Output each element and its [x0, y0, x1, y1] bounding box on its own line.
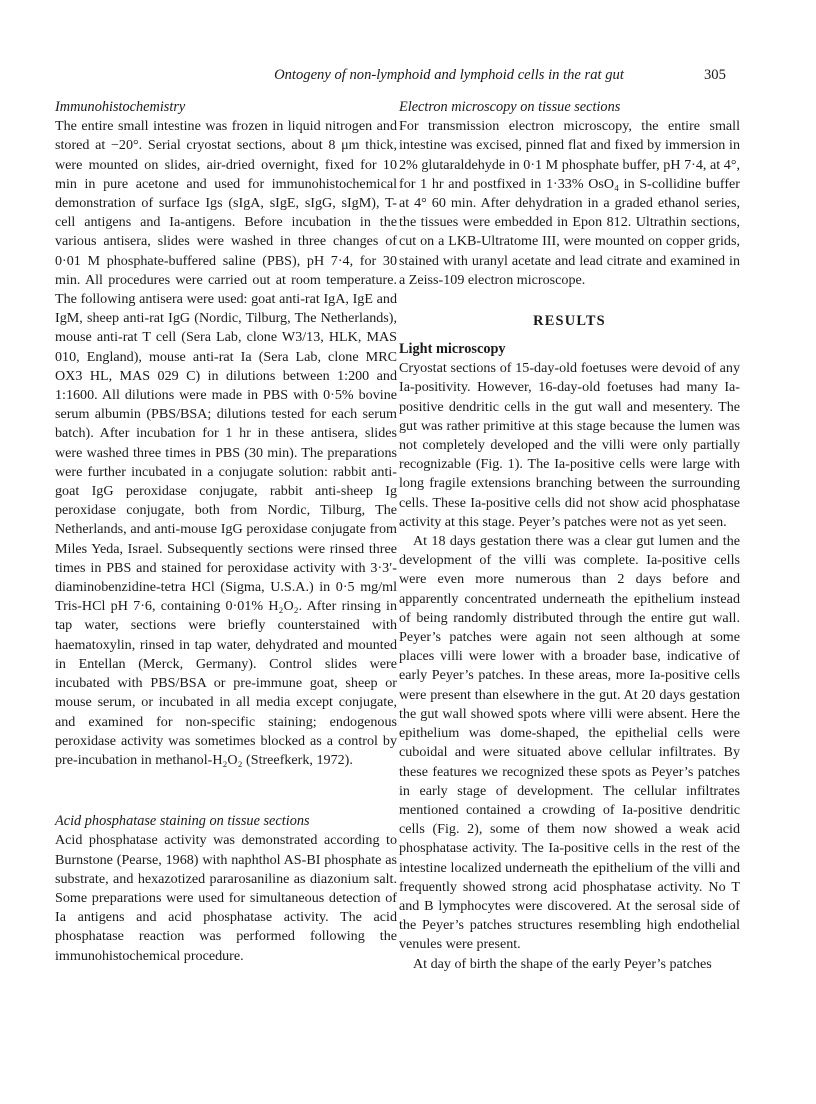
results-paragraph-3: At day of birth the shape of the early Peyer’s patches	[413, 955, 712, 972]
immunohistochemistry-paragraph: The entire small intestine was frozen in liquid nitrogen and stored at −20°. Serial cryostat sections, about 8 μm thick, were mounted on slides, air-dried overnight, fixed for 10 min in pure acetone and used for immunohistochemical demonstration of surface Igs (sIgA, sIgE, sIgG, sIgM), T-cell antigens and Ia-antigens. Before incubation in the various antisera, slides were washed in three changes of 0·01 M phosphate-buffered saline (PBS), pH 7·4, for 30 min. All procedures were carried out at room temperature. The following antisera were used: goat anti-rat IgA, IgE and IgM, sheep anti-rat IgG (Nordic, Tilburg, The Netherlands), mouse anti-rat T cell (Sera Lab, clone W3/13, HLK, MAS 010, England), mouse anti-rat Ia (Sera Lab, clone MRC OX3 HL, MAS 029 C) in dilutions between 1:200 and 1:1600. All dilutions were made in PBS with 0·5% bovine serum albumin (PBS/BSA; dilutions tested for each serum batch). After incubation for 1 hr in these antisera, slides were washed three times in PBS (30 min). The preparations were further incubated in a conjugate solution: rabbit anti-goat IgG peroxidase conjugate, rabbit anti-sheep Ig peroxidase conjugate, both from Nordic, Tilburg, The Netherlands, and anti-mouse IgG peroxidase conjugate from Miles Yeda, Israel. Subsequently sections were rinsed three times in PBS and stained for peroxidase activity with 3·3′-diaminobenzidine-tetra HCl (Sigma, U.S.A.) in 0·5 mg/ml Tris-HCl pH 7·6, containing 0·01% H₂O₂. After rinsing in tap water, sections were briefly counterstained with haematoxylin, rinsed in tap water, dehydrated and mounted in Entellan (Merck, Germany). Control slides were incubated with PBS/BSA or pre-immune goat, sheep or mouse serum, or incubated in all media except conjugate, and examined for non-specific staining; endogenous peroxidase activity was sometimes blocked as a control by pre-incubation in methanol-H₂O₂ (Streefkerk, 1972).	[55, 118, 397, 768]
left-column	[55, 98, 397, 966]
electron-microscopy-heading: Electron microscopy on tissue sections	[399, 99, 621, 115]
acid-phosphatase-heading: Acid phosphatase staining on tissue sections	[55, 813, 310, 830]
running-title: Ontogeny of non-lymphoid and lymphoid cells in the rat gut	[274, 67, 624, 83]
light-microscopy-heading: Light microscopy	[399, 341, 506, 358]
immunohistochemistry-heading: Immunohistochemistry	[55, 99, 186, 115]
results-paragraph-2: At 18 days gestation there was a clear gut lumen and the development of the villi was complete. Ia-positive cells were even more numerous than 2 days before and apparently concentrated underneath the epithelium instead of being randomly distributed through the entire gut wall. Peyer’s patches were again not seen although at some places villi were lower with a broader base, indicative of early Peyer’s patches. In these areas, more Ia-positive cells were present than elsewhere in the gut. At 20 days gestation the gut wall showed spots where villi were absent. Here the epithelium was dome-shaped, the epithelial cells were cuboidal and were situated above cellular infiltrates. By these features we recognized these spots as Peyer’s patches in early stage of development. The cellular infiltrates mentioned contained a crowding of Ia-positive dendritic cells (Fig. 2), some of them now showed a weak acid phosphatase activity. The Ia-positive cells in the rest of the intestine localized underneath the epithelium of the villi and frequently showed strong acid phosphatase activity. No T and B lymphocytes were discovered. At the serosal side of the Peyer’s patches structures resembling high endothelial venules were present.	[399, 533, 740, 953]
results-paragraph-1: Cryostat sections of 15-day-old foetuses were devoid of any Ia-positivity. However, 16-day-old foetuses had many Ia-positive dendritic cells in the gut wall and mesentery. The gut was rather primitive at this stage because the lumen was not completely developed and the villi were only partially recognizable (Fig. 1). The Ia-positive cells were large with long fragile extensions branching between the surrounding cells. These Ia-positive cells did not show acid phosphatase activity at this stage. Peyer’s patches were not as yet seen.	[399, 360, 740, 530]
right-column	[399, 98, 740, 974]
results-title: RESULTS	[533, 313, 606, 330]
electron-microscopy-paragraph: For transmission electron microscopy, the entire small intestine was excised, pinned flat and fixed by immersion in 2% glutaraldehyde in 0·1 M phosphate buffer, pH 7·4, at 4°, for 1 hr and postfixed in 1·33% OsO₄ in S-collidine buffer at 4° 60 min. After dehydration in a graded ethanol series, the tissues were embedded in Epon 812. Ultrathin sections, cut on a LKB-Ultratome III, were mounted on copper grids, stained with uranyl acetate and lead citrate and examined in a Zeiss-109 electron microscope.	[399, 118, 740, 288]
page-number: 305	[704, 67, 726, 83]
acid-phosphatase-paragraph: Acid phosphatase activity was demonstrated according to Burnstone (Pearse, 1968) with naphthol AS-BI phosphate as substrate, and hexazotized pararosaniline as diazonium salt. Some preparations were used for simultaneous detection of Ia antigens and acid phosphatase activity. The acid phosphatase reaction was performed following the immunohistochemical procedure.	[55, 832, 397, 964]
